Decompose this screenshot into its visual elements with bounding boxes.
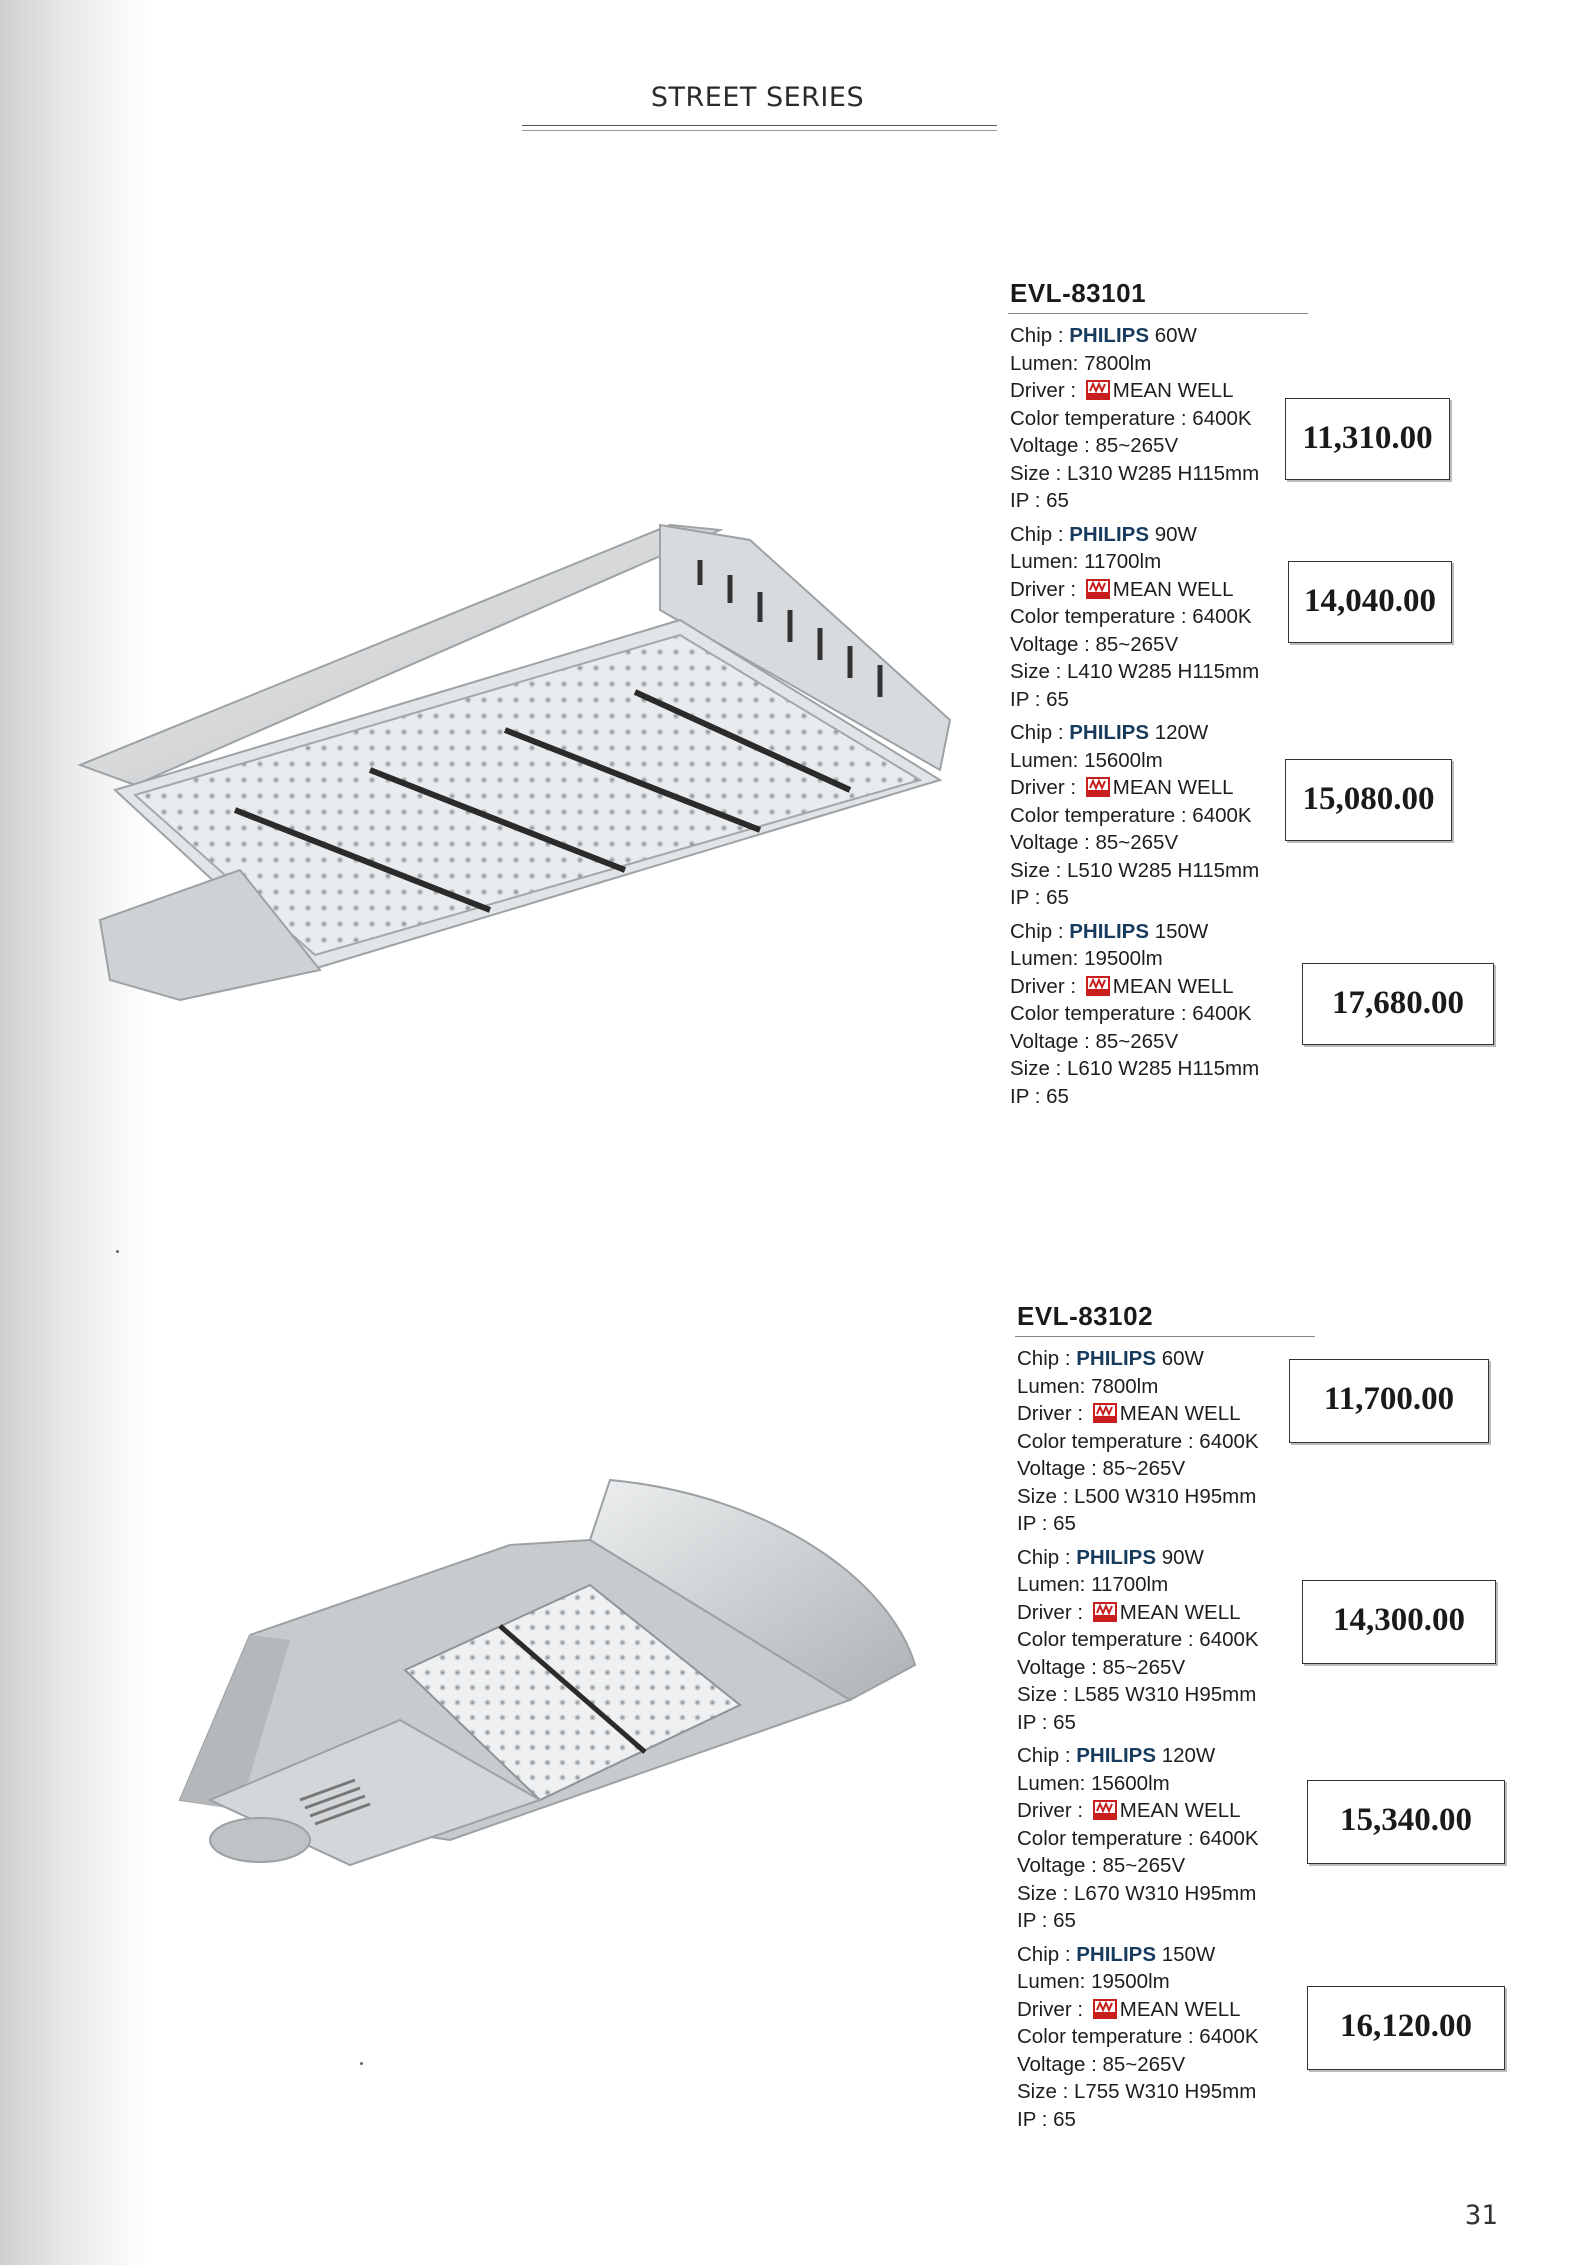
driver-line: Driver : MEAN WELL: [1010, 974, 1234, 998]
spec-variant: [1017, 1345, 1455, 1538]
chip-line: Chip : PHILIPS 150W: [1017, 1942, 1216, 1966]
ip-rating-line: IP : 65: [1017, 1512, 1076, 1535]
title-divider: [522, 125, 997, 131]
model-divider: [1008, 313, 1308, 314]
size-line: Size : L755 W310 H95mm: [1017, 2080, 1257, 2103]
lumen-line: Lumen: 11700lm: [1010, 550, 1162, 573]
size-line: Size : L510 W285 H115mm: [1010, 858, 1260, 882]
spec-variant: [1010, 322, 1433, 515]
voltage-line: Voltage : 85~265V: [1010, 1029, 1179, 1053]
color-temperature-line: Color temperature : 6400K: [1017, 2025, 1259, 2048]
price-box: 15,340.00: [1307, 1780, 1505, 1864]
mean-well-logo-icon: [1086, 579, 1110, 599]
voltage-line: Voltage : 85~265V: [1010, 632, 1179, 656]
voltage-line: Voltage : 85~265V: [1010, 831, 1179, 854]
lumen-line: Lumen: 11700lm: [1017, 1573, 1169, 1596]
price-box: 14,300.00: [1302, 1580, 1496, 1664]
ip-rating-line: IP : 65: [1017, 1710, 1076, 1734]
page-number: 31: [1465, 2200, 1498, 2231]
price-box: 11,310.00: [1285, 398, 1450, 480]
lumen-line: Lumen: 7800lm: [1010, 351, 1152, 375]
size-line: Size : L670 W310 H95mm: [1017, 1881, 1257, 1905]
driver-line: Driver : MEAN WELL: [1010, 776, 1234, 799]
color-temperature-line: Color temperature : 6400K: [1010, 803, 1252, 827]
mean-well-logo-icon: [1093, 1602, 1117, 1622]
ip-rating-line: IP : 65: [1017, 1909, 1076, 1932]
driver-line: Driver : MEAN WELL: [1010, 379, 1234, 402]
chip-line: Chip : PHILIPS 120W: [1017, 1744, 1216, 1767]
price-box: 17,680.00: [1302, 963, 1494, 1045]
scan-speck: [116, 1250, 119, 1253]
color-temperature-line: Color temperature : 6400K: [1010, 605, 1252, 628]
mean-well-logo-icon: [1086, 976, 1110, 996]
mean-well-logo-icon: [1093, 1999, 1117, 2019]
price-box: 11,700.00: [1289, 1359, 1489, 1443]
color-temperature-line: Color temperature : 6400K: [1017, 1628, 1259, 1651]
spec-variant: [1010, 719, 1435, 912]
price-box: 16,120.00: [1307, 1986, 1505, 2070]
spec-variant: [1017, 1941, 1472, 2134]
size-line: Size : L610 W285 H115mm: [1010, 1057, 1260, 1080]
driver-line: Driver : MEAN WELL: [1017, 1997, 1241, 2021]
ip-rating-line: IP : 65: [1010, 687, 1069, 711]
street-light-flat-module-icon: [60, 500, 970, 1020]
voltage-line: Voltage : 85~265V: [1017, 1854, 1186, 1877]
lumen-line: Lumen: 15600lm: [1017, 1771, 1170, 1795]
voltage-line: Voltage : 85~265V: [1017, 2052, 1186, 2076]
color-temperature-line: Color temperature : 6400K: [1010, 406, 1252, 430]
voltage-line: Voltage : 85~265V: [1017, 1655, 1186, 1679]
ip-rating-line: IP : 65: [1010, 886, 1069, 909]
page-title: STREET SERIES: [650, 82, 865, 113]
product-evl-83102: [1017, 1301, 1472, 2133]
chip-line: Chip : PHILIPS 60W: [1017, 1347, 1204, 1370]
driver-line: Driver : MEAN WELL: [1017, 1799, 1241, 1822]
driver-line: Driver : MEAN WELL: [1017, 1402, 1241, 1425]
color-temperature-line: Color temperature : 6400K: [1017, 1826, 1259, 1850]
spec-variant: [1017, 1742, 1472, 1935]
lumen-line: Lumen: 7800lm: [1017, 1374, 1159, 1398]
voltage-line: Voltage : 85~265V: [1017, 1457, 1186, 1480]
size-line: Size : L410 W285 H115mm: [1010, 660, 1260, 683]
mean-well-logo-icon: [1086, 777, 1110, 797]
ip-rating-line: IP : 65: [1017, 2107, 1076, 2131]
voltage-line: Voltage : 85~265V: [1010, 434, 1179, 457]
size-line: Size : L310 W285 H115mm: [1010, 461, 1260, 485]
product-evl-83101: [1010, 278, 1464, 1110]
model-code: EVL-83102: [1017, 1301, 1154, 1331]
chip-line: Chip : PHILIPS 120W: [1010, 721, 1209, 744]
size-line: Size : L585 W310 H95mm: [1017, 1683, 1257, 1706]
color-temperature-line: Color temperature : 6400K: [1010, 1002, 1252, 1025]
street-light-housing-icon: [150, 1470, 930, 1910]
mean-well-logo-icon: [1093, 1800, 1117, 1820]
lumen-line: Lumen: 19500lm: [1010, 947, 1163, 970]
spec-variant: [1010, 918, 1464, 1111]
chip-line: Chip : PHILIPS 90W: [1017, 1545, 1204, 1569]
model-divider: [1015, 1336, 1315, 1337]
chip-line: Chip : PHILIPS 60W: [1010, 324, 1197, 347]
mean-well-logo-icon: [1086, 380, 1110, 400]
chip-line: Chip : PHILIPS 90W: [1010, 522, 1197, 546]
spec-variant: [1017, 1544, 1465, 1737]
mean-well-logo-icon: [1093, 1403, 1117, 1423]
model-code: EVL-83101: [1010, 278, 1147, 308]
driver-line: Driver : MEAN WELL: [1010, 577, 1234, 601]
color-temperature-line: Color temperature : 6400K: [1017, 1429, 1259, 1453]
driver-line: Driver : MEAN WELL: [1017, 1600, 1241, 1624]
ip-rating-line: IP : 65: [1010, 1084, 1069, 1108]
page-edge-shadow: [0, 0, 150, 2265]
spec-variant: [1010, 521, 1436, 714]
lumen-line: Lumen: 15600lm: [1010, 748, 1163, 772]
ip-rating-line: IP : 65: [1010, 489, 1069, 512]
scan-speck: [360, 2062, 363, 2065]
lumen-line: Lumen: 19500lm: [1017, 1970, 1170, 1993]
price-box: 15,080.00: [1285, 759, 1452, 841]
size-line: Size : L500 W310 H95mm: [1017, 1484, 1257, 1508]
price-box: 14,040.00: [1288, 561, 1452, 643]
chip-line: Chip : PHILIPS 150W: [1010, 919, 1209, 943]
